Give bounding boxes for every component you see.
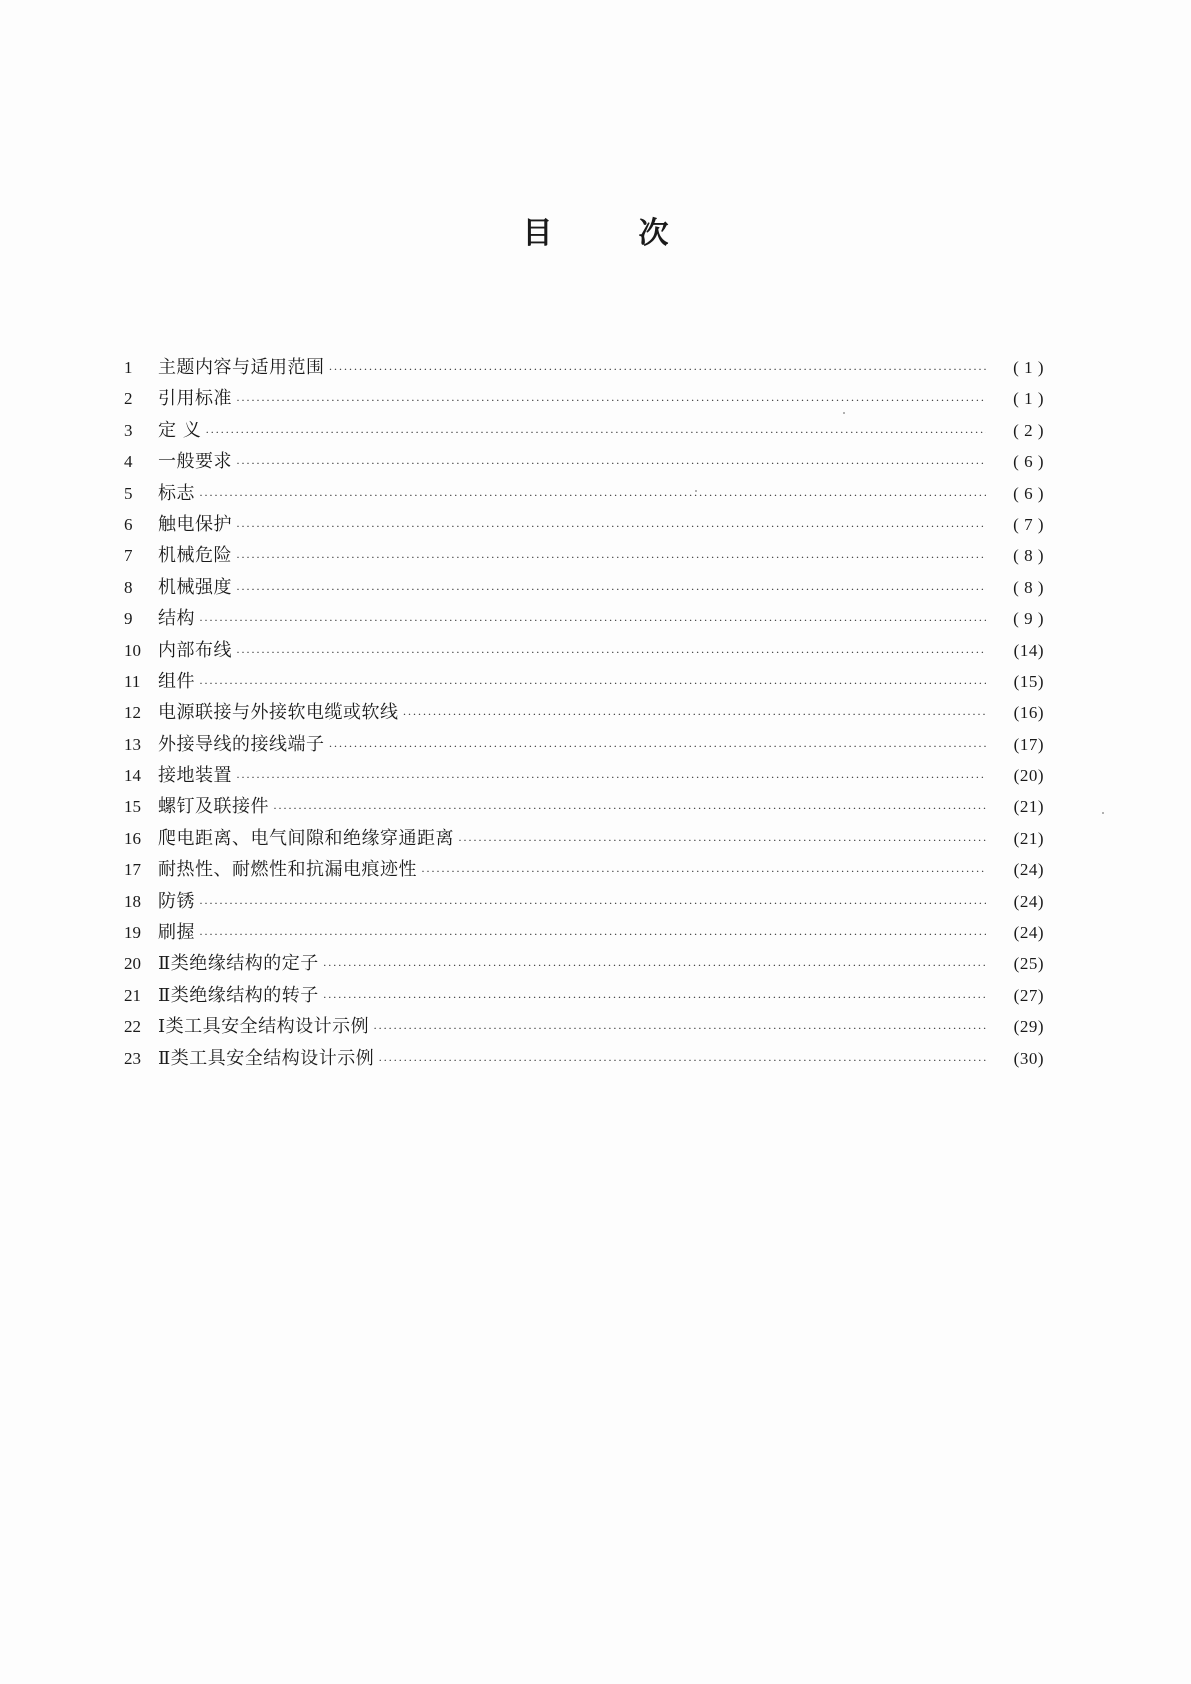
toc-entry[interactable]	[124, 352, 1044, 383]
toc-entry-page: (29)	[1013, 1017, 1044, 1037]
toc-entry-page: (24)	[1013, 923, 1044, 943]
table-of-contents	[124, 352, 1044, 1074]
toc-entry[interactable]	[124, 729, 1044, 760]
toc-entry-page: (27)	[1013, 985, 1044, 1005]
scan-speck	[1102, 812, 1104, 814]
toc-entry[interactable]	[124, 854, 1044, 885]
toc-entry[interactable]	[124, 478, 1044, 509]
toc-entry-page: (24)	[1013, 891, 1044, 911]
toc-dot-leader	[236, 542, 986, 573]
toc-dot-leader	[329, 731, 987, 762]
toc-entry[interactable]	[124, 917, 1044, 948]
toc-entry-number: 13	[124, 734, 141, 754]
toc-entry-label: 组件	[158, 670, 195, 692]
toc-entry-label: 电源联接与外接软电缆或软线	[158, 702, 399, 724]
title-char-1: 目	[522, 216, 553, 251]
toc-entry-number: 5	[124, 483, 133, 503]
toc-entry-page: ( 1 )	[1013, 389, 1044, 409]
toc-entry-page: (20)	[1013, 766, 1044, 786]
toc-entry[interactable]	[124, 1011, 1044, 1042]
toc-entry-page: (21)	[1013, 828, 1044, 848]
toc-entry-label: 耐热性、耐燃性和抗漏电痕迹性	[158, 859, 417, 881]
page-title	[0, 208, 1191, 252]
toc-dot-leader	[199, 605, 986, 636]
toc-entry-number: 17	[124, 860, 141, 880]
toc-dot-leader	[199, 480, 986, 511]
toc-entry[interactable]	[124, 509, 1044, 540]
toc-entry[interactable]	[124, 886, 1044, 917]
toc-entry-label: 主题内容与适用范围	[158, 357, 325, 378]
toc-entry-page: (25)	[1013, 954, 1044, 974]
toc-entry-label: 爬电距离、电气间隙和绝缘穿通距离	[158, 827, 454, 849]
toc-dot-leader	[403, 699, 987, 730]
toc-entry-label: Ⅱ类绝缘结构的转子	[158, 984, 319, 1006]
toc-entry-number: 4	[124, 452, 133, 472]
toc-entry-page: ( 7 )	[1013, 514, 1044, 534]
toc-entry[interactable]	[124, 948, 1044, 979]
toc-entry-label: Ⅰ类工具安全结构设计示例	[158, 1016, 370, 1038]
toc-entry[interactable]	[124, 823, 1044, 854]
toc-entry[interactable]	[124, 980, 1044, 1011]
toc-entry-page: ( 8 )	[1013, 546, 1044, 566]
toc-entry-page: (16)	[1013, 703, 1044, 723]
toc-entry-page: (17)	[1013, 734, 1044, 754]
toc-entry-label: 刷握	[158, 922, 195, 944]
toc-entry-number: 6	[124, 514, 133, 534]
toc-dot-leader	[236, 637, 986, 668]
toc-entry-label: 一般要求	[158, 451, 232, 473]
toc-entry-label: Ⅱ类工具安全结构设计示例	[158, 1047, 375, 1069]
toc-entry-label: 接地装置	[158, 765, 232, 787]
toc-entry-page: ( 8 )	[1013, 577, 1044, 597]
toc-entry-number: 19	[124, 923, 141, 943]
toc-dot-leader	[273, 793, 986, 824]
toc-entry-label: 机械强度	[158, 576, 232, 598]
toc-entry-number: 12	[124, 703, 141, 723]
toc-entry[interactable]	[124, 540, 1044, 571]
toc-entry-label: 定 义	[158, 419, 202, 441]
scan-speck	[843, 412, 845, 414]
toc-entry-label: 机械危险	[158, 545, 232, 567]
toc-entry-number: 16	[124, 828, 141, 848]
toc-entry-number: 1	[124, 358, 133, 377]
scan-speck	[695, 490, 697, 492]
toc-dot-leader	[323, 982, 986, 1013]
toc-entry-number: 9	[124, 609, 133, 629]
toc-entry-number: 2	[124, 389, 133, 409]
toc-entry-page: ( 6 )	[1013, 483, 1044, 503]
toc-entry-number: 15	[124, 797, 141, 817]
toc-dot-leader	[323, 950, 986, 981]
toc-entry[interactable]	[124, 603, 1044, 634]
toc-entry-number: 14	[124, 766, 141, 786]
toc-dot-leader	[373, 1013, 986, 1044]
toc-entry-number: 22	[124, 1017, 141, 1037]
toc-entry[interactable]	[124, 760, 1044, 791]
toc-dot-leader	[199, 888, 986, 919]
toc-entry[interactable]	[124, 415, 1044, 446]
toc-dot-leader	[458, 825, 986, 856]
toc-entry-number: 21	[124, 985, 141, 1005]
toc-entry[interactable]	[124, 383, 1044, 414]
toc-entry-number: 11	[124, 671, 141, 691]
toc-entry-number: 7	[124, 546, 133, 566]
toc-dot-leader	[329, 354, 987, 385]
toc-entry-page: (21)	[1013, 797, 1044, 817]
toc-dot-leader	[236, 574, 986, 605]
title-char-2: 次	[638, 216, 669, 251]
toc-entry-page: ( 6 )	[1013, 452, 1044, 472]
toc-dot-leader	[205, 417, 986, 448]
toc-entry-label: 防锈	[158, 890, 195, 912]
toc-dot-leader	[236, 511, 986, 542]
toc-entry-page: (30)	[1013, 1048, 1044, 1068]
toc-entry[interactable]	[124, 635, 1044, 666]
toc-entry-page: (15)	[1013, 671, 1044, 691]
toc-entry-label: 螺钉及联接件	[158, 796, 269, 818]
toc-entry-page: (14)	[1013, 640, 1044, 660]
toc-entry-label: 结构	[158, 608, 195, 630]
toc-dot-leader	[236, 762, 986, 793]
toc-entry-label: 触电保护	[158, 513, 232, 535]
toc-entry-label: 内部布线	[158, 639, 232, 661]
toc-entry-number: 3	[124, 420, 133, 440]
toc-entry[interactable]	[124, 697, 1044, 728]
toc-dot-leader	[236, 385, 986, 416]
toc-entry-page: ( 2 )	[1013, 420, 1044, 440]
toc-dot-leader	[421, 856, 986, 887]
toc-dot-leader	[236, 448, 986, 479]
toc-entry-page: (24)	[1013, 860, 1044, 880]
toc-entry-number: 18	[124, 891, 141, 911]
toc-entry[interactable]	[124, 1043, 1044, 1074]
toc-entry-label: 标志	[158, 482, 195, 504]
toc-entry-page: ( 1 )	[1013, 358, 1044, 377]
toc-entry-number: 8	[124, 577, 133, 597]
toc-dot-leader	[199, 668, 986, 699]
toc-entry-label: 引用标准	[158, 388, 232, 410]
toc-entry[interactable]	[124, 791, 1044, 822]
toc-entry[interactable]	[124, 446, 1044, 477]
toc-entry-number: 20	[124, 954, 141, 974]
toc-entry-label: 外接导线的接线端子	[158, 733, 325, 755]
toc-entry-label: Ⅱ类绝缘结构的定子	[158, 953, 319, 975]
toc-entry-page: ( 9 )	[1013, 609, 1044, 629]
toc-entry[interactable]	[124, 572, 1044, 603]
toc-entry-number: 10	[124, 640, 141, 660]
toc-dot-leader	[199, 919, 986, 950]
toc-dot-leader	[378, 1045, 986, 1076]
toc-entry-number: 23	[124, 1048, 141, 1068]
toc-entry[interactable]	[124, 666, 1044, 697]
